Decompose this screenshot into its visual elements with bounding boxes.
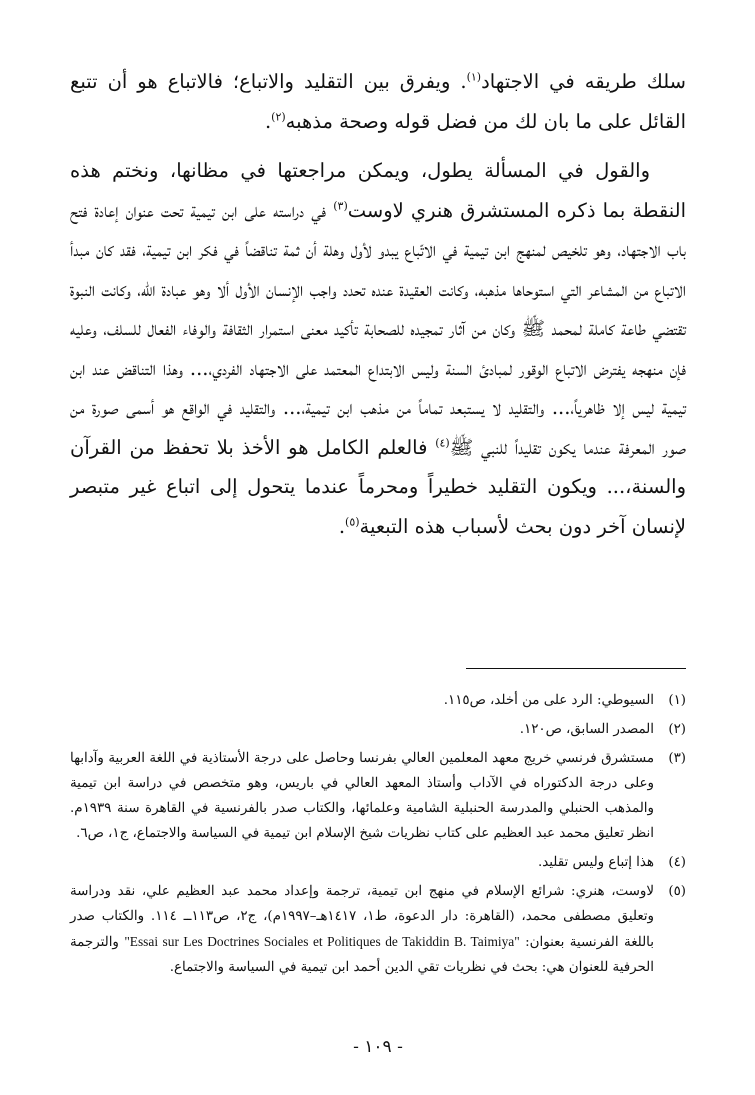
paragraph-1-text-b: . ويفرق بين التقليد والاتباع؛ فالاتباع هو أن تتبع القائل على ما بان لك من فضل قوله وصحة مذهبه	[70, 70, 686, 133]
footnote-3	[70, 746, 686, 846]
footnote-2-text: المصدر السابق، ص١٢٠.	[519, 722, 654, 737]
paragraph-2-text-d: .	[338, 514, 346, 538]
paragraph-1-text-a: سلك طريقه في الاجتهاد	[481, 70, 686, 93]
paragraph-1-text-c: .	[264, 109, 272, 133]
footnote-5-latin-title: "Essai sur Les Doctrines Sociales et Politiques de Takiddin B. Taimiya"	[124, 934, 520, 949]
footnote-divider	[466, 668, 686, 669]
footnote-4	[70, 850, 686, 875]
footnote-ref-2[interactable]: (٢)	[271, 110, 286, 123]
footnote-1-text: السيوطي: الرد على من أخلد، ص١١٥.	[443, 693, 654, 708]
paragraph-2-text-a: والقول في المسألة يطول، ويمكن مراجعتها في مظانها، ونختم هذه النقطة بما ذكره المستشرق هنري لاوست	[70, 159, 686, 222]
footnote-2-number: (٢)	[668, 722, 686, 737]
page-number: - ١٠٩ -	[353, 1037, 403, 1057]
paragraph-2-text-c: فالعلم الكامل هو الأخذ بلا تحفظ من القرآن والسنة،... ويكون التقليد خطيراً ومحرماً عندما يتحول إلى اتباع غير متبصر لإنسان آخر دون بحث لأسباب هذه التبعية	[70, 435, 686, 538]
footnote-5-number: (٥)	[668, 884, 686, 899]
footnote-4-number: (٤)	[668, 855, 686, 870]
footnote-3-number: (٣)	[668, 751, 686, 766]
footnote-ref-1[interactable]: (١)	[466, 70, 482, 84]
footnote-ref-3[interactable]: (٣)	[333, 199, 348, 212]
paragraph-2-text-b: في دراسته على ابن تيمية تحت عنوان إعادة فتح باب الاجتهاد، وهو تلخيص لمنهج ابن تيمية في الاتّباع يبدو لأول وهلة أن ثمة تناقضاً في فكر ابن تيمية، فقد كان مبدأ الاتباع من المشاعر التي استوحاها مذهبه، وكانت العقيدة عنده تحدد واجب الإنسان الأول ألا وهو عبادة الله، وكانت النبوة تقتضي طاعة كاملة لمحمد ﷺ وكان من آثار تمجيده للصحابة تأكيد معنى استمرار الثقافة والوفاء الفعال للسلف، وعليه فإن منهجه يفترض الاتباع الوقور لمبادئ السنة وليس الابتداع المعتمد على الاجتهاد الفردي،... وهذا التناقض عند ابن تيمية ليس إلا ظاهرياً،... والتقليد لا يستبعد تماماً من مذهب ابن تيمية،... والتقليد في الواقع هو أسمى صورة من صور المعرفة عندما يكون تقليداً للنبي ﷺ	[70, 198, 686, 459]
footnote-5-text-a: لاوست، هنري: شرائع الإسلام في منهج ابن تيمية، ترجمة وإعداد محمد عبد العظيم علي، نقد ودراسة وتعليق مصطفى محمد، (القاهرة: دار الدعوة، ط١، ١٤١٧هـ–١٩٩٧م)، ج٢، ص١١٣ــ ١١٤. والكتاب صدر باللغة الفرنسية بعنوان:	[70, 884, 654, 950]
paragraph-2	[70, 151, 686, 546]
footnote-3-text: مستشرق فرنسي خريج معهد المعلمين العالي بفرنسا وحاصل على درجة الأستاذية في اللغة العربية وآدابها وعلى درجة الدكتوراه في الآداب وأستاذ المعهد العالي في باريس، وهو متخصص في دراسة ابن تيمية والمذهب الحنبلي والمدرسة الحنبلية الشامية وعلمائها، والكتاب صدر بالفرنسية في القاهرة سنة ١٩٣٩م. انظر تعليق محمد عبد العظيم على كتاب نظريات شيخ الإسلام ابن تيمية في السياسة والاجتماع، ج١، ص٦.	[70, 751, 654, 841]
footnote-5-text	[70, 879, 654, 980]
footnote-4-text: هذا إتباع وليس تقليد.	[537, 855, 654, 870]
footnote-ref-4[interactable]: (٤)	[435, 436, 450, 449]
footnote-1-number: (١)	[668, 693, 686, 708]
footnote-1	[70, 688, 686, 713]
page	[70, 62, 686, 1057]
footnotes-list	[70, 688, 686, 984]
footnote-5	[70, 879, 686, 980]
paragraph-1	[70, 62, 686, 141]
footnote-ref-5[interactable]: (٥)	[345, 515, 360, 528]
footnote-2	[70, 717, 686, 742]
footnote-5-text-b: والترجمة الحرفية للعنوان هي: بحث في نظريات تقي الدين أحمد ابن تيمية في السياسة والاجتماع.	[70, 935, 654, 975]
